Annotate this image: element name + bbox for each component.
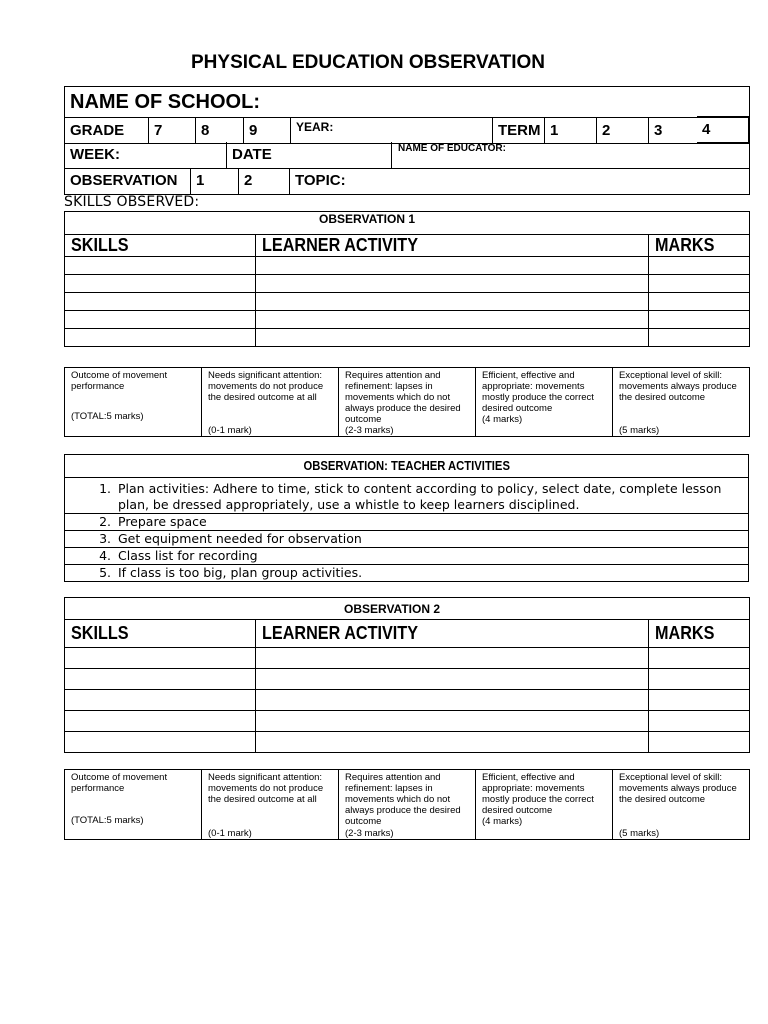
table-row bbox=[65, 329, 750, 347]
rubric-table-2 bbox=[64, 769, 750, 840]
col-skills-header bbox=[65, 620, 256, 648]
rubric-text: Exceptional level of skill: movements always produce the desired outcome bbox=[619, 370, 737, 403]
week-field[interactable] bbox=[65, 142, 227, 168]
table-row bbox=[65, 275, 750, 293]
list-number: 3. bbox=[99, 531, 111, 546]
table-row bbox=[65, 690, 750, 711]
marks-cell[interactable] bbox=[649, 311, 750, 329]
marks-cell[interactable] bbox=[649, 711, 750, 732]
grade-option-8[interactable]: 8 bbox=[196, 118, 244, 144]
school-label: NAME OF SCHOOL: bbox=[70, 90, 260, 113]
rubric-score: (TOTAL:5 marks) bbox=[71, 815, 144, 826]
list-number: 1. bbox=[99, 481, 111, 496]
rubric-text: Requires attention and refinement: lapses in movements which do not always produce the desired outcome bbox=[345, 772, 461, 827]
list-number: 2. bbox=[99, 514, 111, 529]
skills-observed-label: SKILLS OBSERVED: bbox=[64, 194, 200, 210]
marks-cell[interactable] bbox=[649, 690, 750, 711]
rubric-cell-efficient bbox=[476, 770, 613, 840]
grade-option-7[interactable]: 7 bbox=[149, 118, 196, 144]
rubric-text: Outcome of movement performance bbox=[71, 772, 168, 794]
grade-option-9[interactable]: 9 bbox=[244, 118, 291, 144]
list-item bbox=[65, 548, 749, 565]
list-number: 5. bbox=[99, 565, 111, 580]
rubric-score: (4 marks) bbox=[482, 414, 523, 425]
rubric-score: (5 marks) bbox=[619, 828, 660, 839]
rubric-text: Needs significant attention: movements do not produce the desired outcome at all bbox=[208, 370, 324, 403]
activity-cell[interactable] bbox=[256, 329, 649, 347]
col-learner-activity-text: LEARNER ACTIVITY bbox=[262, 235, 419, 255]
observation-option-2[interactable]: 2 bbox=[239, 168, 290, 194]
activity-cell[interactable] bbox=[256, 311, 649, 329]
table-row bbox=[65, 711, 750, 732]
skill-cell[interactable] bbox=[65, 311, 256, 329]
skill-cell[interactable] bbox=[65, 732, 256, 753]
list-item bbox=[65, 565, 749, 582]
col-learner-activity-header bbox=[256, 620, 649, 648]
list-text: Prepare space bbox=[118, 514, 207, 529]
activity-cell[interactable] bbox=[256, 669, 649, 690]
list-item bbox=[65, 478, 749, 514]
term-option-4[interactable]: 4 bbox=[697, 117, 749, 143]
col-skills-text: SKILLS bbox=[71, 623, 129, 643]
teacher-activities-title-text: OBSERVATION: TEACHER ACTIVITIES bbox=[303, 459, 510, 473]
activity-cell[interactable] bbox=[256, 275, 649, 293]
col-marks-text: MARKS bbox=[655, 235, 715, 255]
teacher-activities-table bbox=[64, 454, 749, 582]
topic-field[interactable] bbox=[290, 168, 750, 194]
marks-cell[interactable] bbox=[649, 669, 750, 690]
skill-cell[interactable] bbox=[65, 690, 256, 711]
observation-1-title-text: OBSERVATION 1 bbox=[319, 212, 416, 226]
marks-cell[interactable] bbox=[649, 293, 750, 311]
year-field[interactable] bbox=[291, 118, 493, 144]
header-row-observation bbox=[64, 168, 750, 195]
rubric-text: Efficient, effective and appropriate: movements mostly produce the correct desired outcome bbox=[482, 772, 594, 816]
skill-cell[interactable] bbox=[65, 711, 256, 732]
header-table bbox=[64, 86, 750, 144]
list-number: 4. bbox=[99, 548, 111, 563]
rubric-score: (4 marks) bbox=[482, 816, 523, 827]
marks-cell[interactable] bbox=[649, 648, 750, 669]
col-skills-text: SKILLS bbox=[71, 235, 129, 255]
activity-cell[interactable] bbox=[256, 690, 649, 711]
observation-1-table bbox=[64, 211, 750, 347]
list-text: Class list for recording bbox=[118, 548, 258, 563]
list-item bbox=[65, 531, 749, 548]
skill-cell[interactable] bbox=[65, 648, 256, 669]
skill-cell[interactable] bbox=[65, 669, 256, 690]
rubric-text: Efficient, effective and appropriate: movements mostly produce the correct desired outcome bbox=[482, 370, 594, 414]
school-name-field[interactable] bbox=[65, 87, 750, 118]
skill-cell[interactable] bbox=[65, 329, 256, 347]
activity-cell[interactable] bbox=[256, 732, 649, 753]
rubric-score: (2-3 marks) bbox=[345, 425, 394, 436]
rubric-cell-exceptional bbox=[613, 770, 750, 840]
marks-cell[interactable] bbox=[649, 329, 750, 347]
list-text: If class is too big, plan group activities. bbox=[118, 565, 363, 580]
marks-cell[interactable] bbox=[649, 732, 750, 753]
col-marks-header bbox=[649, 235, 750, 257]
col-learner-activity-header bbox=[256, 235, 649, 257]
skill-cell[interactable] bbox=[65, 293, 256, 311]
teacher-activities-title bbox=[65, 455, 749, 478]
rubric-text: Exceptional level of skill: movements always produce the desired outcome bbox=[619, 772, 737, 805]
list-text: Plan activities: Adhere to time, stick to content according to policy, select date, complete lesson plan, be dressed appropriately, use a whistle to keep learners disciplined. bbox=[118, 481, 722, 512]
header-term4 bbox=[697, 116, 749, 143]
term-option-2[interactable]: 2 bbox=[597, 118, 649, 144]
table-row bbox=[65, 293, 750, 311]
activity-cell[interactable] bbox=[256, 648, 649, 669]
skill-cell[interactable] bbox=[65, 257, 256, 275]
rubric-cell-needs-attention bbox=[202, 770, 339, 840]
rubric-cell-requires-attention bbox=[339, 368, 476, 437]
col-learner-activity-text: LEARNER ACTIVITY bbox=[262, 623, 419, 643]
list-item bbox=[65, 514, 749, 531]
rubric-text: Requires attention and refinement: lapses in movements which do not always produce the desired outcome bbox=[345, 370, 461, 425]
activity-cell[interactable] bbox=[256, 711, 649, 732]
rubric-text: Outcome of movement performance bbox=[71, 370, 168, 392]
topic-label: TOPIC: bbox=[295, 172, 346, 190]
table-row bbox=[65, 669, 750, 690]
rubric-cell-requires-attention bbox=[339, 770, 476, 840]
page-title: PHYSICAL EDUCATION OBSERVATION bbox=[191, 52, 545, 73]
table-row bbox=[65, 732, 750, 753]
term-option-1[interactable]: 1 bbox=[545, 118, 597, 144]
rubric-cell-needs-attention bbox=[202, 368, 339, 437]
rubric-cell-exceptional bbox=[613, 368, 750, 437]
rubric-score: (0-1 mark) bbox=[208, 828, 252, 839]
observation-1-title bbox=[65, 212, 750, 235]
rubric-table-1 bbox=[64, 367, 750, 437]
table-row bbox=[65, 257, 750, 275]
table-row bbox=[65, 648, 750, 669]
observation-2-table bbox=[64, 597, 750, 753]
grade-label: GRADE bbox=[65, 118, 149, 144]
col-marks-text: MARKS bbox=[655, 623, 715, 643]
term-label: TERM bbox=[493, 118, 545, 144]
observation-2-title bbox=[65, 598, 750, 620]
rubric-cell-outcome bbox=[65, 770, 202, 840]
activity-cell[interactable] bbox=[256, 293, 649, 311]
rubric-score: (2-3 marks) bbox=[345, 828, 394, 839]
rubric-cell-efficient bbox=[476, 368, 613, 437]
observation-2-title-text: OBSERVATION 2 bbox=[343, 601, 441, 616]
educator-field[interactable] bbox=[392, 142, 750, 168]
header-row-week bbox=[64, 142, 750, 169]
marks-cell[interactable] bbox=[649, 275, 750, 293]
date-field[interactable] bbox=[227, 142, 392, 168]
term-option-3[interactable]: 3 bbox=[649, 118, 750, 144]
year-label: YEAR: bbox=[296, 120, 334, 134]
rubric-cell-outcome bbox=[65, 368, 202, 437]
observation-option-1[interactable]: 1 bbox=[191, 168, 239, 194]
activity-cell[interactable] bbox=[256, 257, 649, 275]
col-marks-header bbox=[649, 620, 750, 648]
rubric-score: (5 marks) bbox=[619, 425, 660, 436]
rubric-text: Needs significant attention: movements do not produce the desired outcome at all bbox=[208, 772, 324, 805]
week-label: WEEK: bbox=[70, 146, 120, 164]
rubric-score: (TOTAL:5 marks) bbox=[71, 411, 144, 422]
observation-label: OBSERVATION bbox=[65, 168, 191, 194]
list-text: Get equipment needed for observation bbox=[118, 531, 362, 546]
educator-label: NAME OF EDUCATOR: bbox=[398, 143, 506, 154]
rubric-score: (0-1 mark) bbox=[208, 425, 252, 436]
skill-cell[interactable] bbox=[65, 275, 256, 293]
marks-cell[interactable] bbox=[649, 257, 750, 275]
date-label: DATE bbox=[232, 146, 272, 164]
table-row bbox=[65, 311, 750, 329]
col-skills-header bbox=[65, 235, 256, 257]
